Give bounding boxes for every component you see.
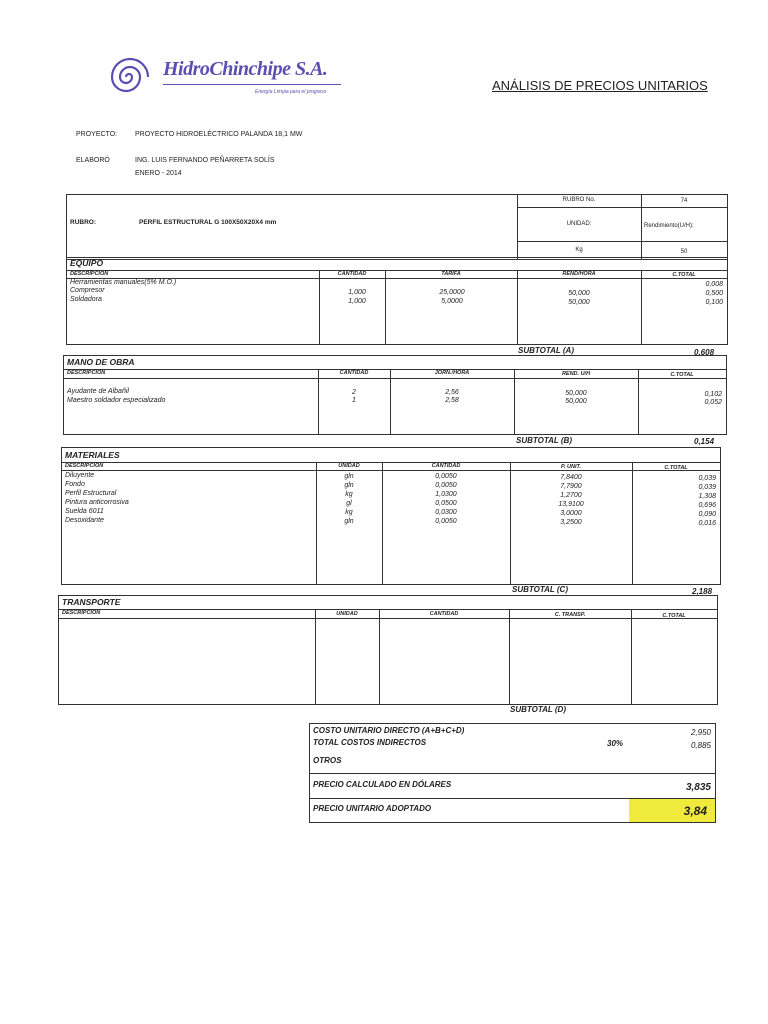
equipo-subtotal: 0,608: [694, 348, 715, 357]
precio-calc-value: 3,835: [685, 782, 711, 793]
materiales-header-unidad: UNIDAD: [338, 463, 360, 469]
mano-obra-header-rend: REND. U/H: [561, 371, 591, 377]
rendimiento-value: 50: [680, 249, 688, 255]
logo-tagline: Energía Limpia para el progreso: [255, 89, 327, 95]
transporte-header-total: C.TOTAL: [662, 613, 686, 619]
table-row: 0,0050: [435, 518, 457, 525]
table-row: Fondo: [65, 481, 85, 488]
rubro-label: RUBRO:: [70, 219, 96, 226]
table-row: kg: [345, 509, 353, 516]
equipo-header-total: C.TOTAL: [672, 272, 696, 278]
table-row: Pintura anticorrosiva: [65, 499, 129, 506]
table-row: Herramientas manuales(5% M.O.): [70, 279, 177, 286]
table-row: kg: [345, 491, 353, 498]
table-row: 2: [352, 389, 356, 396]
table-row: 7,8400: [560, 474, 582, 481]
table-row: 1,2700: [560, 492, 582, 499]
mano-obra-title: MANO DE OBRA: [67, 357, 135, 367]
table-row: 0,100: [705, 299, 723, 306]
equipo-header-rend: REND/HORA: [562, 271, 596, 277]
transporte-header-cant: CANTIDAD: [429, 611, 459, 617]
table-row: gln: [344, 473, 354, 480]
table-row: Maestro soldador especializado: [67, 397, 166, 404]
table-row: 0,0050: [435, 482, 457, 489]
transporte-title: TRANSPORTE: [62, 597, 121, 607]
table-row: Compresor: [70, 287, 105, 294]
table-row: 2,56: [445, 389, 459, 396]
mano-obra-table: [63, 355, 727, 435]
transporte-subtotal-label: SUBTOTAL (D): [510, 705, 566, 714]
elaboro-label: ELABORÓ: [76, 157, 110, 164]
materiales-header-cant: CANTIDAD: [431, 463, 461, 469]
materiales-header-punit: P. UNIT.: [561, 464, 581, 470]
precio-adoptado-value: 3,84: [683, 804, 707, 818]
rubro-value: PERFIL ESTRUCTURAL G 100X50X20X4 mm: [139, 219, 277, 226]
table-row: Suelda 6011: [65, 508, 104, 515]
resumen-box: [309, 723, 716, 823]
equipo-table: [66, 257, 728, 345]
mano-obra-subtotal: 0,154: [694, 437, 715, 446]
table-row: 0,039: [698, 484, 716, 491]
equipo-header-cant: CANTIDAD: [337, 271, 367, 277]
mano-obra-header-cant: CANTIDAD: [339, 370, 369, 376]
rubro-no-label: RUBRO No.: [562, 197, 596, 203]
precio-adoptado-label: PRECIO UNITARIO ADOPTADO: [313, 804, 432, 813]
costo-directo-value: 2,950: [690, 728, 711, 737]
table-row: Diluyente: [65, 472, 95, 479]
table-row: 50,000: [565, 390, 587, 397]
table-row: 1: [352, 397, 356, 404]
table-row: 0,090: [698, 511, 716, 518]
table-row: 1,308: [698, 493, 716, 500]
transporte-table: [58, 595, 718, 705]
company-logo: [103, 52, 343, 102]
rubro-box: [66, 194, 728, 260]
rubro-no: 74: [680, 198, 688, 204]
table-row: 13,9100: [558, 501, 584, 508]
table-row: Soldadora: [70, 296, 102, 303]
equipo-header-desc: DESCRIPCION: [70, 271, 109, 277]
elaboro-value: ING. LUIS FERNANDO PEÑARRETA SOLÍS: [135, 157, 275, 164]
table-row: gln: [344, 518, 354, 525]
table-row: Desoxidante: [65, 517, 104, 524]
mano-obra-subtotal-label: SUBTOTAL (B): [516, 436, 572, 445]
unidad-label: UNIDAD:: [566, 221, 592, 227]
equipo-subtotal-label: SUBTOTAL (A): [518, 346, 574, 355]
transporte-header-unidad: UNIDAD: [336, 611, 358, 617]
logo-name: HidroChinchipe S.A.: [163, 58, 328, 80]
table-row: 0,016: [698, 520, 716, 527]
indirectos-label: TOTAL COSTOS INDIRECTOS: [313, 738, 427, 747]
table-row: 0,039: [698, 475, 716, 482]
precio-calc-label: PRECIO CALCULADO EN DÓLARES: [313, 780, 452, 789]
table-row: 0,696: [698, 502, 716, 509]
table-row: 0,052: [704, 399, 722, 406]
proyecto-label: PROYECTO:: [76, 131, 118, 138]
indirectos-value: 0,885: [690, 741, 711, 750]
table-row: gl: [346, 500, 352, 507]
rendimiento-label: Rendimiento(U/H):: [644, 223, 694, 229]
table-row: 25,0000: [439, 289, 465, 296]
table-row: 5,0000: [441, 298, 463, 305]
table-row: 0,500: [705, 290, 723, 297]
table-row: 50,000: [565, 398, 587, 405]
table-row: 0,0300: [435, 509, 457, 516]
proyecto-value: PROYECTO HIDROELÉCTRICO PALANDA 18,1 MW: [135, 131, 303, 138]
materiales-subtotal-label: SUBTOTAL (C): [512, 585, 568, 594]
equipo-title: EQUIPO: [70, 258, 104, 268]
costo-directo-label: COSTO UNITARIO DIRECTO (A+B+C+D): [313, 726, 465, 735]
table-row: 7,7900: [560, 483, 582, 490]
table-row: Perfil Estructural: [65, 490, 117, 497]
table-row: 0,102: [704, 391, 722, 398]
table-row: 1,000: [348, 289, 366, 296]
transporte-header-desc: DESCRIPCION: [62, 610, 101, 616]
equipo-header-tarifa: TARIFA: [441, 271, 461, 277]
mano-obra-header-jorn: JORN./HORA: [434, 370, 470, 376]
table-row: 50,000: [568, 290, 590, 297]
materiales-subtotal: 2,188: [692, 587, 713, 596]
materiales-title: MATERIALES: [65, 450, 120, 460]
logo-underline: [163, 84, 341, 85]
table-row: 3,2500: [560, 519, 582, 526]
mano-obra-header-desc: DESCRIPCION: [67, 370, 106, 376]
transporte-header-ctransp: C. TRANSP.: [554, 612, 586, 618]
fecha: ENERO - 2014: [135, 170, 182, 177]
table-row: 0,008: [705, 281, 723, 288]
table-row: 1,0300: [435, 491, 457, 498]
table-row: gln: [344, 482, 354, 489]
table-row: 1,000: [348, 298, 366, 305]
mano-obra-header-total: C.TOTAL: [670, 372, 694, 378]
otros-label: OTROS: [313, 756, 342, 765]
indirectos-pct: 30%: [607, 739, 624, 748]
spiral-logo-icon: [103, 52, 155, 102]
table-row: 0,0500: [435, 500, 457, 507]
table-row: 2,58: [445, 397, 459, 404]
table-row: 50,000: [568, 299, 590, 306]
materiales-header-total: C.TOTAL: [664, 465, 688, 471]
page-title: ANÁLISIS DE PRECIOS UNITARIOS: [492, 78, 708, 93]
table-row: 0,0050: [435, 473, 457, 480]
materiales-header-desc: DESCRIPCION: [65, 463, 104, 469]
materiales-table: [61, 447, 721, 585]
table-row: Ayudante de Albañil: [67, 388, 129, 395]
unidad-value: Kg: [575, 247, 583, 253]
table-row: 3,0000: [560, 510, 582, 517]
